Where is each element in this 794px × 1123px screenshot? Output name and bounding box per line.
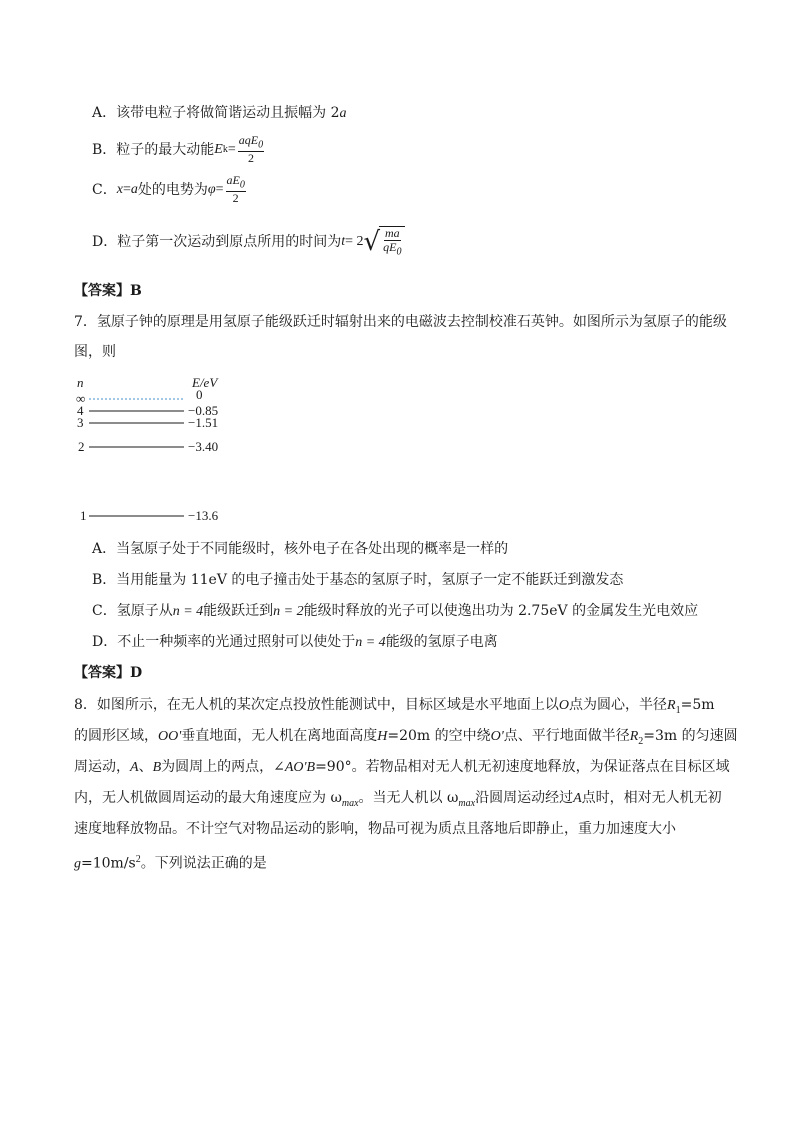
- q7-option-a: A．当氢原子处于不同能级时，核外电子在各处出现的概率是一样的: [92, 541, 509, 557]
- q6-option-c: [92, 174, 248, 205]
- option-label: C．: [92, 181, 117, 198]
- option-label: B．: [92, 141, 117, 158]
- q8-stem-line-2: 的圆形区域，OO'垂直地面，无人机在离地面高度H=20m 的空中绕O'点、平行地面做半径$R_2=3m$ 的匀速圆: [74, 728, 738, 747]
- fraction-denominator: $qE_0$: [383, 240, 402, 258]
- math-var: x: [116, 181, 123, 197]
- fraction: [238, 134, 264, 165]
- q6-option-b: [92, 134, 266, 165]
- math-equals: =: [122, 181, 131, 197]
- q8-stem-line-1: 8．如图所示，在无人机的某次定点投放性能测试中，目标区域是水平地面上以O点为圆心，半径$R_1=5m$: [74, 697, 715, 716]
- level-n-label: 1: [80, 508, 87, 523]
- math-equals: =: [215, 181, 224, 197]
- fraction-denominator: 2: [247, 151, 254, 166]
- q6-answer: 【答案】B: [74, 283, 142, 299]
- q7-stem-line-1: 7．氢原子钟的原理是用氢原子能级跃迁时辐射出来的电磁波去控制校准石英钟。如图所示为氢原子的能级: [74, 314, 727, 330]
- q7-answer: 【答案】D: [74, 665, 143, 681]
- math-subscript: k: [222, 143, 228, 155]
- level-energy-value: 0: [196, 387, 203, 402]
- level-energy-value: −1.51: [188, 415, 219, 430]
- square-root: [364, 226, 406, 258]
- fraction-denominator: 2: [232, 191, 239, 206]
- fraction-numerator: ma: [384, 226, 400, 240]
- level-n-label: 4: [77, 403, 84, 418]
- energy-level-diagram: [74, 375, 244, 525]
- math-symbol: t: [341, 234, 346, 250]
- option-text: 粒子第一次运动到原点所用的时间为: [117, 234, 342, 251]
- level-energy-value: −3.40: [188, 439, 219, 454]
- level-n-label: 3: [77, 415, 84, 430]
- option-label: D．: [92, 234, 118, 251]
- level-n-label: 2: [78, 439, 85, 454]
- radical-sign-icon: √: [363, 227, 381, 258]
- math-var: a: [130, 181, 138, 197]
- axis-energy-label: E/eV: [192, 375, 218, 390]
- math-equals: = 2: [345, 234, 364, 250]
- level-energy-value: −0.85: [188, 403, 219, 418]
- q8-stem-line-3: 周运动，A、B为圆周上的两点，∠AO'B=90°。若物品相对无人机无初速度地释放，为保证落点在目标区域: [74, 759, 730, 775]
- option-text: 处的电势为: [137, 181, 208, 198]
- option-text: 该带电粒子将做简谐运动且振幅为 2: [116, 105, 340, 121]
- math-expression: n = 2: [273, 604, 304, 619]
- option-text: 粒子的最大动能: [116, 141, 215, 158]
- axis-n-label: n: [77, 375, 84, 390]
- level-n-label: ∞: [76, 391, 86, 406]
- q8-stem-line-4: 内，无人机做圆周运动的最大角速度应为 $\omega_{max}$。当无人机以 $\omega_{max}$沿圆周运动经过A点时，相对无人机无初: [74, 790, 722, 809]
- math-symbol: E: [214, 141, 223, 157]
- q6-option-a: [92, 104, 346, 123]
- math-expression: n = 4: [355, 635, 386, 650]
- level-energy-value: −13.6: [188, 508, 219, 523]
- option-label: A．: [92, 105, 117, 121]
- q7-stem-line-2: 图，则: [74, 344, 116, 360]
- fraction: [383, 227, 401, 258]
- fraction: [226, 174, 246, 205]
- q7-option-d: D．不止一种频率的光通过照射可以使处于n = 4能级的氢原子电离: [92, 634, 498, 650]
- math-expression: n = 4: [172, 604, 204, 619]
- fraction-numerator: aqE$_0$: [238, 133, 264, 151]
- math-equals: =: [227, 141, 236, 157]
- q7-option-b: B．当用能量为 11eV 的电子撞击处于基态的氢原子时，氢原子一定不能跃迁到激发态: [92, 572, 624, 588]
- q7-option-c: C．氢原子从n = 4能级跃迁到n = 2能级时释放的光子可以使逸出功为 2.75eV 的金属发生光电效应: [92, 603, 699, 619]
- q8-stem-line-6: $g=10m/s^2$。下列说法正确的是: [74, 854, 267, 872]
- q6-option-d: [92, 226, 405, 258]
- math-symbol: φ: [207, 181, 216, 197]
- q8-stem-line-5: 速度地释放物品。不计空气对物品运动的影响，物品可视为质点且落地后即静止，重力加速度大小: [74, 821, 676, 837]
- math-var: a: [339, 106, 347, 121]
- fraction-numerator: $aE_0$: [226, 173, 245, 191]
